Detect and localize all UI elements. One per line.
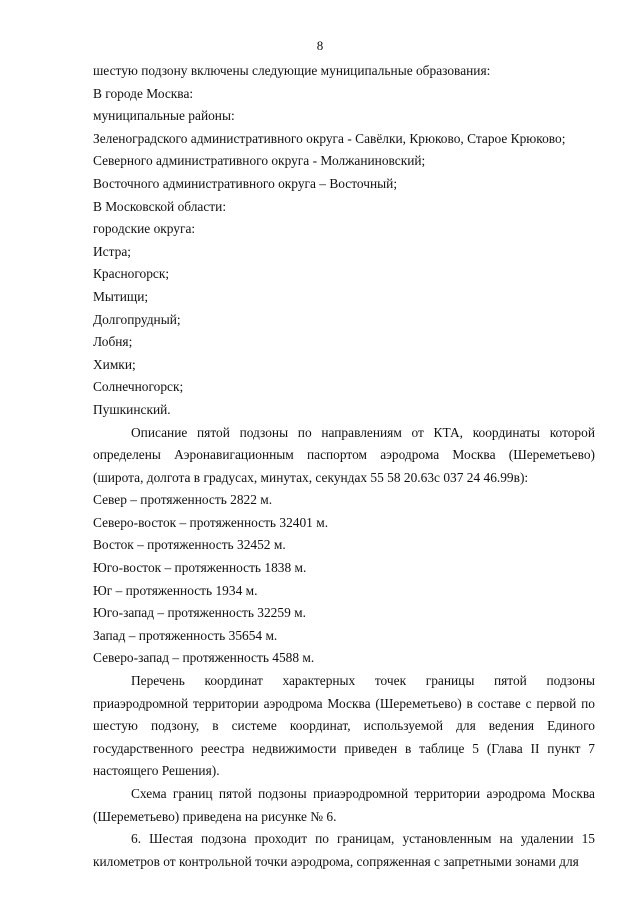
direction-item: Юго-восток – протяженность 1838 м. bbox=[93, 560, 307, 576]
district-item: Мытищи; bbox=[93, 288, 149, 304]
district-item: Долгопрудный; bbox=[93, 311, 181, 327]
zelenograd-line: Зеленоградского административного округа - Савёлки, Крюково, Старое Крюково; bbox=[93, 130, 566, 146]
district-item: Химки; bbox=[93, 356, 136, 372]
direction-item: Северо-восток – протяженность 32401 м. bbox=[93, 514, 329, 530]
district-item: Солнечногорск; bbox=[93, 379, 184, 395]
direction-item: Юго-запад – протяженность 32259 м. bbox=[93, 605, 306, 621]
scheme-paragraph: Схема границ пятой подзоны приаэродромной территории аэродрома Москва (Шереметьево) приведена на рисунке № 6. bbox=[93, 786, 595, 824]
direction-item: Запад – протяженность 35654 м. bbox=[93, 627, 278, 643]
direction-item: Северо-запад – протяженность 4588 м. bbox=[93, 650, 315, 666]
coordinates-paragraph: Перечень координат характерных точек границы пятой подзоны приаэродромной территории аэродрома Москва (Шереметьево) в составе с первой по шестую подзону, в системе координат, используемой для ведения Единого государственного реестра недвижимости приведен в таблице 5 (Глава II пункт 7 настоящего Решения). bbox=[93, 673, 595, 779]
municipal-districts-heading: муниципальные районы: bbox=[93, 108, 235, 124]
moscow-region-heading: В Московской области: bbox=[93, 198, 227, 214]
direction-item: Север – протяженность 2822 м. bbox=[93, 492, 273, 508]
east-line: Восточного административного округа – Восточный; bbox=[93, 175, 398, 191]
district-item: Лобня; bbox=[93, 334, 133, 350]
district-item: Красногорск; bbox=[93, 266, 170, 282]
sixth-subzone-paragraph: 6. Шестая подзона проходит по границам, установленным на удалении 15 километров от контрольной точки аэродрома, сопряженная с запретными зонами для bbox=[93, 831, 595, 869]
page-number: 8 bbox=[316, 38, 324, 53]
intro-line: шестую подзону включены следующие муниципальные образования: bbox=[93, 63, 491, 78]
description-paragraph: Описание пятой подзоны по направлениям от КТА, координаты которой определены Аэронавигационным паспортом аэродрома Москва (Шереметьево) (широта, долгота в градусах, минутах, секундах 55 58 20.63с 037 24 46.99в): bbox=[93, 424, 595, 485]
direction-item: Восток – протяженность 32452 м. bbox=[93, 537, 286, 553]
district-item: Истра; bbox=[93, 243, 131, 259]
direction-item: Юг – протяженность 1934 м. bbox=[93, 582, 258, 598]
moscow-city-heading: В городе Москва: bbox=[93, 85, 194, 101]
city-districts-heading: городские округа: bbox=[93, 221, 196, 237]
north-line: Северного административного округа - Молжаниновский; bbox=[93, 153, 426, 169]
district-item: Пушкинский. bbox=[93, 401, 171, 417]
document-body bbox=[93, 60, 595, 873]
